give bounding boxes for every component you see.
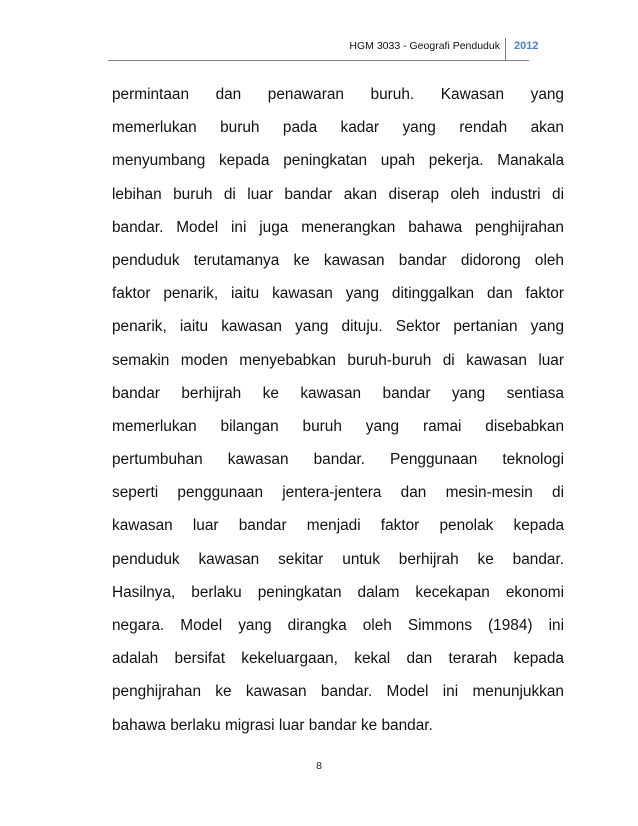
- body-line: bandar berhijrah ke kawasan bandar yang sentiasa: [112, 384, 564, 402]
- body-line: kawasan luar bandar menjadi faktor penolak kepada: [112, 517, 564, 535]
- header-divider: [505, 38, 506, 60]
- body-line: negara. Model yang dirangka oleh Simmons (1984) ini: [112, 617, 564, 634]
- body-line-last: bahawa berlaku migrasi luar bandar ke bandar.: [112, 716, 433, 734]
- page-header: [0, 38, 638, 60]
- body-line: bandar. Model ini juga menerangkan bahawa penghijrahan: [112, 218, 564, 236]
- body-line: penghijrahan ke kawasan bandar. Model ini menunjukkan: [112, 683, 564, 701]
- body-line: seperti penggunaan jentera-jentera dan mesin-mesin di: [112, 484, 564, 502]
- body-line: adalah bersifat kekeluargaan, kekal dan terarah kepada: [112, 650, 564, 668]
- header-rule: [108, 60, 529, 61]
- body-line: permintaan dan penawaran buruh. Kawasan yang: [112, 86, 564, 103]
- body-line: menyumbang kepada peningkatan upah pekerja. Manakala: [112, 152, 564, 170]
- body-line: Hasilnya, berlaku peningkatan dalam kecekapan ekonomi: [112, 583, 564, 601]
- body-line: penduduk terutamanya ke kawasan bandar didorong oleh: [112, 251, 564, 269]
- body-line: semakin moden menyebabkan buruh-buruh di kawasan luar: [112, 351, 564, 369]
- course-title: HGM 3033 - Geografi Penduduk: [349, 40, 500, 52]
- body-line: penarik, iaitu kawasan yang dituju. Sektor pertanian yang: [112, 318, 564, 336]
- body-paragraph: [112, 82, 564, 746]
- body-line: pertumbuhan kawasan bandar. Penggunaan teknologi: [112, 451, 564, 469]
- body-line: memerlukan buruh pada kadar yang rendah akan: [112, 119, 564, 137]
- body-line: lebihan buruh di luar bandar akan diserap oleh industri di: [112, 185, 564, 203]
- body-line: faktor penarik, iaitu kawasan yang ditinggalkan dan faktor: [112, 285, 564, 303]
- page-number: 8: [316, 760, 322, 772]
- header-year: 2012: [514, 40, 539, 52]
- body-line: penduduk kawasan sekitar untuk berhijrah ke bandar.: [112, 550, 564, 568]
- body-line: memerlukan bilangan buruh yang ramai disebabkan: [112, 417, 564, 435]
